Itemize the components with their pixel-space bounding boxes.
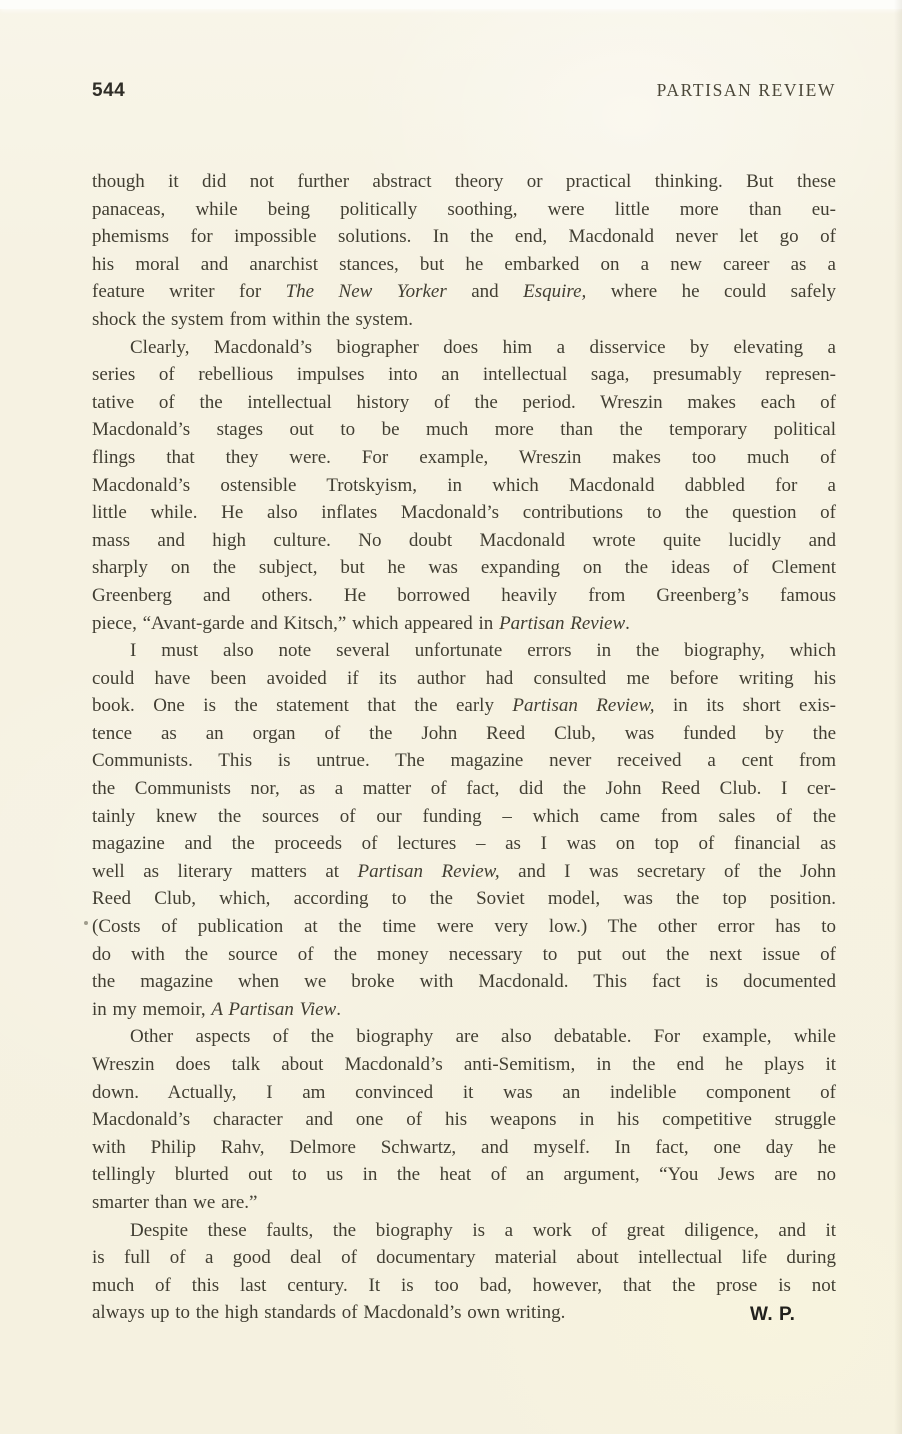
text-line: Clearly, Macdonald’s biographer does him a disservice by elevating a xyxy=(130,336,836,358)
text-line: Reed Club, which, according to the Soviet model, was the top position. xyxy=(92,888,836,910)
text-line: feature writer for The New Yorker and Esquire, where he could safely xyxy=(92,281,836,303)
text-line: smarter than we are.” xyxy=(92,1191,258,1213)
page-header xyxy=(92,80,836,102)
text-line: series of rebellious impulses into an intellectual saga, presumably represen- xyxy=(92,364,836,386)
text-line: Greenberg and others. He borrowed heavily from Greenberg’s famous xyxy=(92,584,836,606)
text-line: the magazine when we broke with Macdonald. This fact is documented xyxy=(92,971,836,993)
text-line: is full of a good deal of documentary material about intellectual life during xyxy=(92,1247,836,1269)
text-line: tellingly blurted out to us in the heat of an argument, “You Jews are no xyxy=(92,1164,836,1186)
text-line: sharply on the subject, but he was expanding on the ideas of Clement xyxy=(92,557,836,579)
text-line: Wreszin does talk about Macdonald’s anti-Semitism, in the end he plays it xyxy=(92,1054,836,1075)
text-line: tainly knew the sources of our funding – which came from sales of the xyxy=(92,805,836,827)
text-line: though it did not further abstract theory or practical thinking. But these xyxy=(92,171,836,192)
paragraph xyxy=(92,637,836,1023)
text-line: Communists. This is untrue. The magazine never received a cent from xyxy=(92,750,836,772)
text-line: panaceas, while being politically soothing, were little more than eu- xyxy=(92,198,836,220)
text-line: much of this last century. It is too bad, however, that the prose is not xyxy=(92,1274,836,1296)
text-line: with Philip Rahv, Delmore Schwartz, and myself. In fact, one day he xyxy=(92,1136,836,1158)
text-line: down. Actually, I am convinced it was an indelible component of xyxy=(92,1081,836,1103)
scan-speck xyxy=(84,921,88,925)
text-line: Macdonald’s stages out to be much more than the temporary political xyxy=(92,419,836,441)
paragraph xyxy=(92,1217,836,1327)
text-line: well as literary matters at Partisan Review, and I was secretary of the John xyxy=(92,860,836,882)
paragraph xyxy=(92,1023,836,1216)
text-line: book. One is the statement that the early Partisan Review, in its short exis- xyxy=(92,695,836,717)
text-line: always up to the high standards of Macdonald’s own writing. xyxy=(92,1302,566,1324)
text-line: magazine and the proceeds of lectures – as I was on top of financial as xyxy=(92,833,836,855)
text-line: Other aspects of the biography are also debatable. For example, while xyxy=(130,1026,836,1048)
page-body xyxy=(92,168,836,1327)
text-line: (Costs of publication at the time were very low.) The other error has to xyxy=(92,916,836,938)
paragraph xyxy=(92,334,836,638)
text-line: mass and high culture. No doubt Macdonald wrote quite lucidly and xyxy=(92,529,836,551)
page-number: 544 xyxy=(92,80,126,101)
text-line: his moral and anarchist stances, but he embarked on a new career as a xyxy=(92,253,836,275)
text-line: Macdonald’s character and one of his weapons in his competitive struggle xyxy=(92,1109,836,1131)
text-line: flings that they were. For example, Wreszin makes too much of xyxy=(92,446,836,468)
text-line: tative of the intellectual history of the period. Wreszin makes each of xyxy=(92,391,836,413)
text-line: tence as an organ of the John Reed Club, was funded by the xyxy=(92,722,836,744)
text-line: piece, “Avant-garde and Kitsch,” which appeared in Partisan Review. xyxy=(92,612,630,634)
text-line: shock the system from within the system. xyxy=(92,308,414,330)
text-line: could have been avoided if its author had consulted me before writing his xyxy=(92,667,836,689)
scan-edge-top xyxy=(0,0,902,9)
text-line: phemisms for impossible solutions. In the end, Macdonald never let go of xyxy=(92,226,836,248)
text-line: do with the source of the money necessary to put out the next issue of xyxy=(92,943,836,965)
paragraph xyxy=(92,168,836,334)
text-line: the Communists nor, as a matter of fact, did the John Reed Club. I cer- xyxy=(92,778,836,800)
journal-title: PARTISAN REVIEW xyxy=(656,80,836,100)
text-line: I must also note several unfortunate errors in the biography, which xyxy=(130,640,836,662)
text-line: Despite these faults, the biography is a work of great diligence, and it xyxy=(130,1219,836,1241)
text-line: little while. He also inflates Macdonald’s contributions to the question of xyxy=(92,502,836,524)
text-line: in my memoir, A Partisan View. xyxy=(92,998,341,1020)
author-initials: W. P. xyxy=(750,1304,796,1325)
text-line: Macdonald’s ostensible Trotskyism, in which Macdonald dabbled for a xyxy=(92,474,836,496)
